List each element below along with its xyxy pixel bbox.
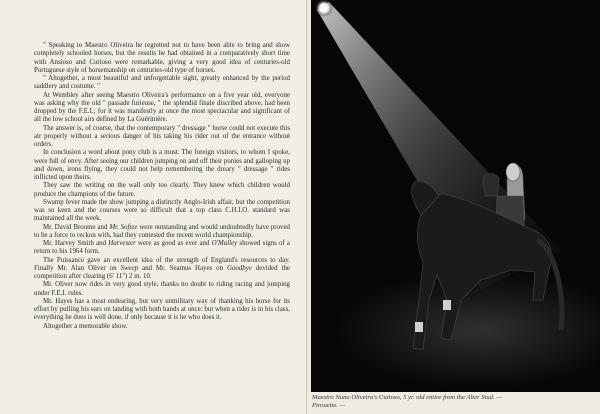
paragraph: In conclusion a word about pony club is a must. The foreign visitors, to whom I spoke, were full of envy. After seeing our children jumping on and off their ponies and galloping up and down, irons flying, they could not help remembering the dreary " dressage " rides inflicted upon theirs. [34,149,290,181]
paragraph: " Altogether, a most beautiful and unforgettable sight, greatly enhanced by the period saddlery and costume. " [34,75,290,91]
caption-text: Maestro Nuno Oliveira's [312,394,378,401]
horse-name: Goodbye [227,264,252,272]
text-run: devided the competition after clearing (6' 11") 2 m. 10. [34,264,290,280]
horse-name: Mr. Softee [109,223,138,231]
text-run: showed signs of a return to his 1964 form. [34,240,290,256]
text-run: Mr. David Broome and [43,223,110,231]
caption-text: 5 yr. old entire from the Alter Stud. — [403,394,503,401]
text-run: Mr. Harvey Smith and [43,240,109,247]
paragraph: They saw the writing on the wall only too clearly. They knew which children would produce the champions of the future. [34,182,290,198]
text-run: were outstanding and would undoubtedly have proved to be a force to reckon with, had they contested the recent world championship. [34,223,290,239]
paragraph: " Speaking to Maestro Oliveira he regretted not to have been able to bring and show completely schooled horses, but the results he had obtained in a comparatively short time with Ansioso and Curioso were remarkable, giving a very good idea of centuries-old Portuguese style of horsemanship on centuries-old type of horses. [34,42,290,74]
right-page [307,0,600,414]
paragraph [34,224,290,241]
photo-illustration [311,0,600,392]
horse-name: Sweep [120,264,139,272]
paragraph: Altogether a memorable show. [43,322,128,330]
photo-caption [312,394,597,410]
text-run: and Mr. Seamus Hayes on [138,264,227,272]
text-run: The Puissance gave an excellent idea of the strength of England's resources to day. Finally Mr. Alan Oliver on [34,256,290,272]
paragraph: Mr. Oliver now rides in very good style, thanks no doubt to riding racing and jumping under F.E.I. rules. [34,281,290,297]
paragraph [34,257,290,282]
text-run: were as good as ever and [135,240,212,247]
spotlit-rider-photo [311,0,600,392]
article-text [34,42,290,331]
paragraph: Swamp fever made the show jumping a distinctly Anglo-Irish affair, but the competition was so keen and the courses were so difficult that a top class C.H.I.O. standard was maintained all the week. [34,198,290,223]
paragraph [34,240,290,257]
paragraph: At Wembley after seeing Maestro Oliveira's performance on a five year old, everyone was asking why the old " passade furieuse, " the splendid finale discribed above, had been dropped by the F.E.I.; for it was manifestly at once the most spectacular and significant of all the low school airs defined by La Guérinière. [34,91,290,124]
caption-horse-name: Curioso, [377,394,404,401]
paragraph: The answer is, of course, that the contemporary " dressage " horse could not execute this air properly without a serious danger of his taking his rider out of the entrance without orders. [34,124,290,148]
caption-text: Pirouette. — [312,402,346,409]
horse-name: O'Malley [211,240,238,247]
paragraph: Mr. Hayes has a most endearing, but very unmilitary way of thanking his horse for its effort by pulling his ears on landing with both hands at once: but when a rider is in his class, everything he does is well done, if only because it is he who does it. [34,297,290,322]
horse-name: Harvester [108,240,136,247]
